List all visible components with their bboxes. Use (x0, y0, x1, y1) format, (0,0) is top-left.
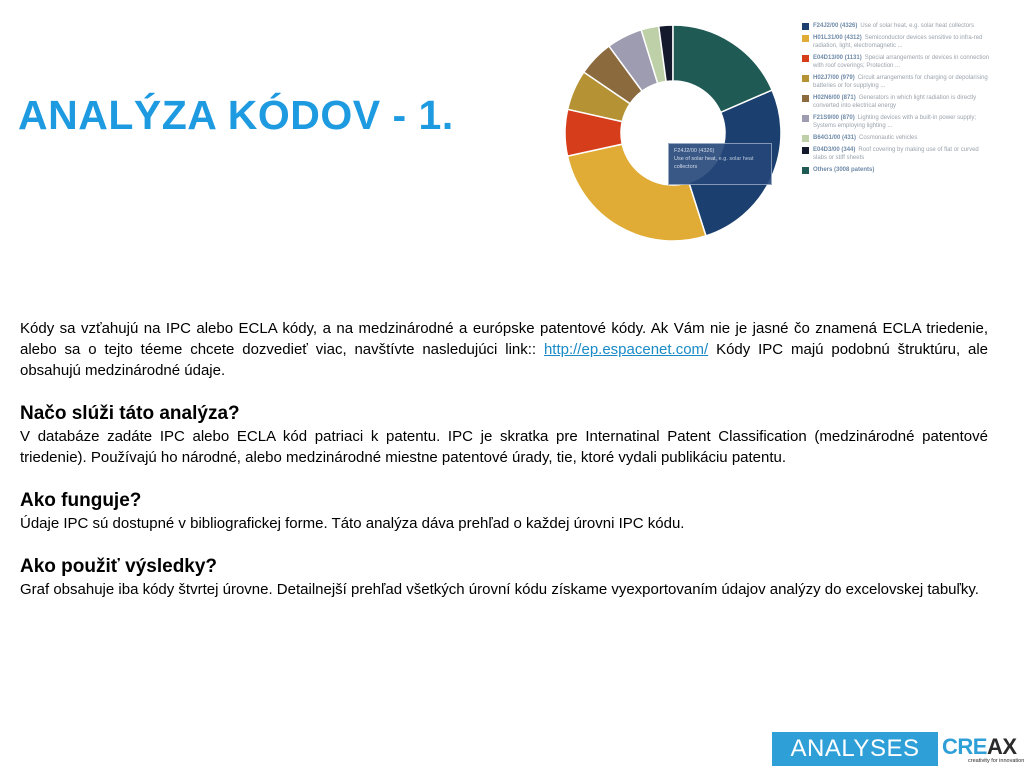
legend-swatch (802, 147, 809, 154)
legend-item[interactable] (802, 114, 994, 130)
legend-label: Others (3008 patents) (813, 167, 875, 173)
paragraph-how-to-use: Graf obsahuje iba kódy štvrtej úrovne. Detailnejší prehľad všetkých úrovní kódu získame vyexportovaním údajov analýzy do excelovskej tabuľky. (20, 581, 979, 598)
espacenet-link[interactable]: http://ep.espacenet.com/ (543, 341, 709, 358)
heading-how-to-use: Ako použiť výsledky? (20, 556, 218, 577)
analyses-label: ANALYSES (772, 732, 938, 766)
legend-label: E04D13/00 (1131) (813, 55, 862, 61)
legend-swatch (802, 23, 809, 30)
legend-label: H02N6/00 (871) (813, 95, 856, 101)
legend-swatch (802, 135, 809, 142)
logo-cre: CRE (942, 734, 987, 759)
legend-item[interactable] (802, 74, 994, 90)
legend-item[interactable] (802, 94, 994, 110)
legend-desc: Generators in which light radiation is directly converted into electrical energy (813, 95, 977, 109)
donut-chart (560, 20, 786, 246)
legend-item[interactable] (802, 54, 994, 70)
chart-legend (802, 22, 994, 178)
paragraph-purpose: V databáze zadáte IPC alebo ECLA kód patriaci k patentu. IPC je skratka pre Internatinal Patent Classification (medzinárodné patentové triedenie). Používajú ho národné, alebo medzinárodné miestne patentové úrady, tie, ktoré vydali publikáciu patentu. (20, 428, 988, 466)
tooltip-desc: Use of solar heat, e.g. solar heat collectors (674, 156, 754, 170)
intro-text: Kódy sa vzťahujú na IPC alebo ECLA kódy, a na medzinárodné a európske patentové kódy. Ak Vám nie je jasné čo znamená ECLA triedenie, alebo sa o tejto téeme chcete dozvedieť viac, navštívte nasledujúci link:: (20, 320, 988, 358)
legend-item[interactable] (802, 146, 994, 162)
legend-swatch (802, 55, 809, 62)
legend-swatch (802, 35, 809, 42)
legend-swatch (802, 115, 809, 122)
legend-desc: Semiconductor devices sensitive to infra-red radiation, light, electromagnetic ... (813, 35, 983, 49)
intro-tail: Kódy IPC majú podobnú štruktúru, ale obsahujú medzinárodné údaje. (20, 341, 988, 379)
body-text (20, 318, 988, 600)
legend-desc: Use of solar heat, e.g. solar heat collectors (860, 23, 975, 29)
legend-desc: Circuit arrangements for charging or depolarising batteries or for supplying ... (813, 75, 988, 89)
logo-ax: AX (986, 734, 1017, 759)
legend-desc: Roof covering by making use of flat or curved slabs or stiff sheets (813, 147, 979, 161)
legend-label: F24J2/00 (4326) (813, 23, 858, 29)
legend-desc: Cosmonautic vehicles (859, 135, 918, 141)
tooltip-label: F24J2/00 (4326) (674, 148, 715, 154)
logo-tagline: creativity for innovation (968, 758, 1024, 764)
creax-logo (938, 732, 1024, 766)
legend-label: B64G1/00 (431) (813, 135, 857, 141)
legend-desc: Lighting devices with a built-in power supply; Systems employing lighting ... (813, 115, 977, 129)
legend-swatch (802, 95, 809, 102)
legend-desc: Special arrangements or devices in connection with roof coverings; Protection ... (813, 55, 990, 69)
intro-paragraph (20, 318, 988, 381)
page-title: ANALÝZA KÓDOV - 1. (18, 92, 454, 138)
paragraph-how-it-works: Údaje IPC sú dostupné v bibliografickej forme. Táto analýza dáva prehľad o každej úrovni IPC kódu. (20, 515, 685, 532)
heading-how-it-works: Ako funguje? (20, 490, 142, 511)
legend-item[interactable] (802, 134, 994, 142)
legend-label: H01L31/00 (4312) (813, 35, 862, 41)
legend-swatch (802, 75, 809, 82)
legend-swatch (802, 167, 809, 174)
heading-purpose: Načo slúži táto analýza? (20, 403, 240, 424)
legend-item[interactable] (802, 34, 994, 50)
legend-item[interactable] (802, 22, 994, 30)
legend-item[interactable] (802, 166, 994, 174)
chart-tooltip (668, 143, 772, 185)
footer-brand (772, 732, 1024, 768)
legend-label: F21S9/00 (870) (813, 115, 855, 121)
legend-label: E04D3/00 (344) (813, 147, 856, 153)
legend-label: H02J7/00 (979) (813, 75, 855, 81)
